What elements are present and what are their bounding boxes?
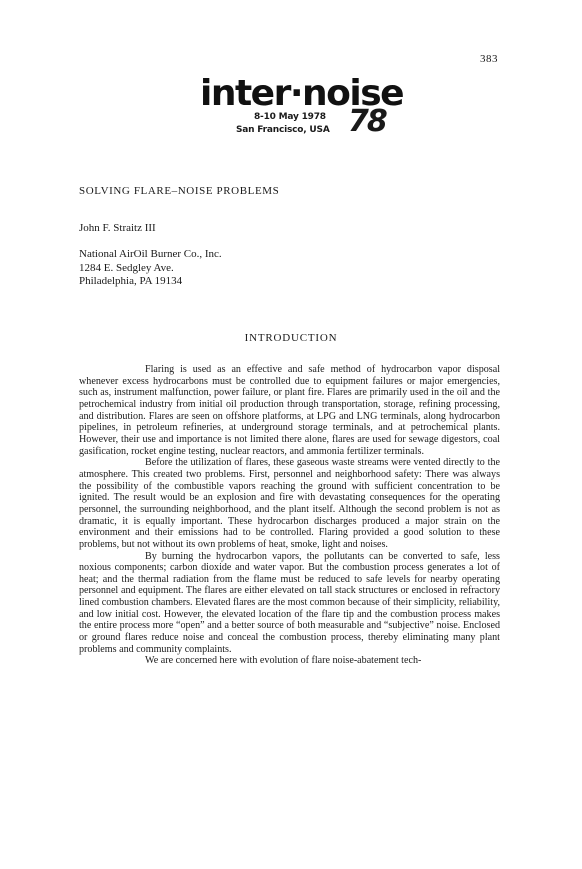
paragraph: Flaring is used as an effective and safe method of hydrocarbon vapor disposal whenever excess hydrocarbons must be controlled due to equipment failures or major emergencies, such as, instrument malfunction, power failure, or plant fire. Flares are primarily used in the oil and the petrochemical industry from initial oil production through transportation, storage, refining processing, and distribution. Flares are seen on offshore platforms, at LPG and LNG terminals, along hydrocarbon pipelines, in petroleum refineries, at underground storage terminals, and at petrochemical plants. However, their use and importance is not limited there alone, flares are used for sewage digestors, coal gasification, rocket engine testing, nuclear reactors, and ammonia fertilizer terminals. [79, 364, 500, 457]
author-affiliation [79, 248, 222, 289]
section-heading: INTRODUCTION [244, 332, 338, 344]
paragraph: Before the utilization of flares, these gaseous waste streams were vented directly to the atmosphere. This created two problems. First, personnel and neighborhood safety: There was always the possibility of the combustible vapors reaching the ground with sufficient concentration to be ignited. The result would be an explosion and fire with devastating consequences for the operating personnel, the surrounding neighborhood, and the plant itself. Although the second problem is not as dramatic, it is equally important. These hydrocarbon discharges produced a major strain on the environment and their emissions had to be controlled. Flaring provided a good solution to these problems, but not without its own problems of heat, smoke, light and noises. [79, 457, 500, 550]
logo-location: San Francisco, USA [236, 125, 330, 135]
affiliation-organization: National AirOil Burner Co., Inc. [79, 248, 222, 260]
paper-title: SOLVING FLARE–NOISE PROBLEMS [79, 185, 280, 197]
logo-dates: 8-10 May 1978 [254, 112, 326, 122]
affiliation-street: 1284 E. Sedgley Ave. [79, 261, 174, 274]
author-name: John F. Straitz III [79, 222, 156, 234]
body-text [79, 364, 500, 667]
page-number: 383 [480, 53, 498, 65]
affiliation-city: Philadelphia, PA 19134 [79, 275, 183, 287]
logo-wordmark: inter·noise [200, 73, 404, 114]
conference-logo [196, 73, 404, 140]
logo-year: 78 [348, 104, 386, 139]
paragraph: We are concerned here with evolution of flare noise-abatement tech- [145, 655, 422, 667]
paragraph: By burning the hydrocarbon vapors, the pollutants can be converted to safe, less noxious components; carbon dioxide and water vapor. But the combustion process generates a lot of heat; and the thermal radiation from the flame must be reduced to safe levels for nearby operating personnel and equipment. The flares are either elevated on tall stack structures or enclosed in refractory lined combustion chambers. Elevated flares are the most common because of their simplicity, reliability, and low initial cost. However, the elevated location of the flare tip and the combustion process makes the entire process more “open” and a better source of both measurable and “subjective” noise. Enclosed or ground flares reduce noise and conceal the combustion process, thereby eliminating many plant problems and community complaints. [79, 550, 500, 655]
